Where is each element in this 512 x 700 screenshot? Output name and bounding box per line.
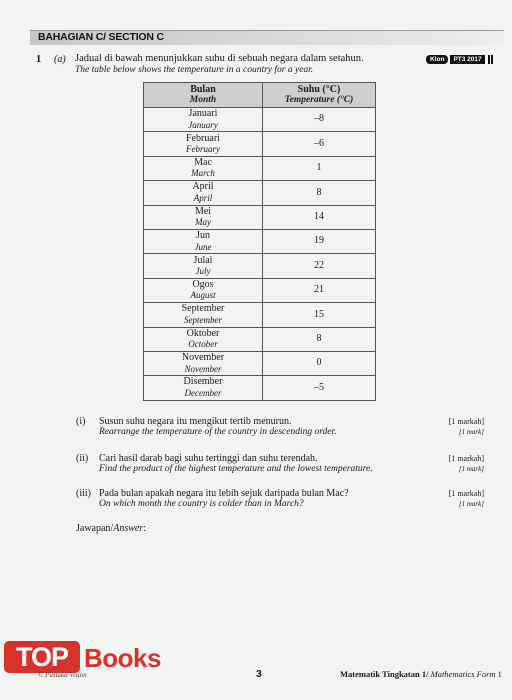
- temperature-cell: 21: [263, 278, 376, 302]
- month-english: May: [195, 217, 211, 228]
- month-english: October: [188, 339, 218, 350]
- mark-english: [1 mark]: [458, 500, 484, 508]
- book-title: [340, 669, 502, 679]
- mark-malay: [1 markah]: [448, 417, 484, 426]
- month-cell: [144, 229, 263, 253]
- month-cell: [144, 205, 263, 229]
- question-number: 1: [36, 54, 42, 65]
- month-malay: Oktober: [186, 327, 220, 339]
- header-month-malay: Bulan: [190, 84, 216, 95]
- temperature-cell: 0: [263, 351, 376, 375]
- month-cell: [144, 181, 263, 205]
- header-temp-english: Temperature (°C): [284, 95, 354, 105]
- temperature-cell: 22: [263, 254, 376, 278]
- table-row: [144, 254, 376, 278]
- month-malay: Mei: [194, 205, 212, 217]
- table-row: [144, 205, 376, 229]
- month-english: June: [194, 241, 212, 252]
- question-part: (a): [54, 54, 66, 65]
- subquestion-text-malay: Pada bulan apakah negara itu lebih sejuk daripada bulan Mac?: [99, 488, 349, 499]
- subquestion-number: (iii): [76, 488, 91, 499]
- month-english: September: [184, 314, 222, 325]
- badge-label: Klon: [426, 55, 448, 64]
- header-temp-malay: Suhu (°C): [297, 84, 341, 95]
- month-cell: [144, 132, 263, 156]
- book-title-english: Mathematics Form: [428, 669, 496, 679]
- temperature-cell: 15: [263, 303, 376, 327]
- question-text-malay: Jadual di bawah menunjukkan suhu di sebuah negara dalam setahun.: [75, 53, 364, 64]
- month-malay: Februari: [186, 132, 220, 144]
- section-header: [30, 30, 504, 45]
- answer-label-english: Answer: [113, 523, 144, 534]
- temperature-cell: –6: [263, 132, 376, 156]
- month-malay: September: [181, 303, 225, 315]
- header-month: [144, 83, 263, 108]
- answer-label: [76, 523, 146, 534]
- header-temperature: [263, 83, 376, 108]
- temperature-cell: –8: [263, 108, 376, 132]
- table-row: [144, 229, 376, 253]
- month-english: November: [184, 363, 222, 374]
- month-malay: Disember: [183, 376, 223, 388]
- month-cell: [144, 303, 263, 327]
- month-english: April: [193, 192, 213, 203]
- section-title: BAHAGIAN C/ SECTION C: [38, 31, 164, 43]
- month-english: July: [195, 266, 211, 277]
- month-malay: Jun: [196, 230, 210, 242]
- book-title-malay: Matematik Tingkatan 1/: [340, 669, 429, 679]
- book-title-form: 1: [495, 669, 502, 679]
- month-english: January: [188, 119, 218, 130]
- month-malay: Julai: [193, 254, 213, 266]
- month-cell: [144, 254, 263, 278]
- mark-malay: [1 markah]: [448, 454, 484, 463]
- subquestion-number: (i): [76, 416, 86, 427]
- mark-allocation: [449, 489, 484, 509]
- publisher-credit: © Pustaka Vision: [38, 671, 87, 679]
- month-cell: [144, 156, 263, 180]
- month-malay: April: [192, 181, 214, 193]
- subquestion-text-english: Rearrange the temperature of the country in descending order.: [99, 427, 337, 437]
- table-header-row: [144, 83, 376, 108]
- month-english: December: [184, 387, 222, 398]
- topbooks-logo-top: TOP: [4, 641, 80, 673]
- mark-allocation: [449, 417, 484, 437]
- mark-allocation: [449, 454, 484, 474]
- temperature-table: [143, 82, 376, 401]
- subquestion-text-malay: Susun suhu negara itu mengikut tertib menurun.: [99, 416, 292, 427]
- month-cell: [144, 327, 263, 351]
- badge-tag: PT3 2017: [450, 55, 484, 64]
- month-malay: November: [181, 352, 225, 364]
- temperature-cell: 19: [263, 229, 376, 253]
- mark-english: [1 mark]: [458, 465, 484, 473]
- answer-colon: :: [143, 523, 146, 534]
- subquestion-text-malay: Cari hasil darab bagi suhu tertinggi dan suhu terendah.: [99, 453, 318, 464]
- question-text-english: The table below shows the temperature in a country for a year.: [75, 65, 314, 75]
- mark-malay: [1 markah]: [448, 489, 484, 498]
- table-row: [144, 132, 376, 156]
- subquestion-number: (ii): [76, 453, 89, 464]
- answer-label-malay: Jawapan/: [76, 523, 114, 534]
- month-cell: [144, 108, 263, 132]
- table-row: [144, 351, 376, 375]
- temperature-cell: 1: [263, 156, 376, 180]
- temperature-cell: 8: [263, 327, 376, 351]
- temperature-cell: 14: [263, 205, 376, 229]
- mark-english: [1 mark]: [458, 428, 484, 436]
- page-number: 3: [256, 668, 262, 680]
- month-cell: [144, 376, 263, 400]
- month-english: August: [190, 290, 216, 301]
- month-malay: Januari: [188, 108, 218, 120]
- badge-bars: [487, 55, 493, 64]
- topbooks-logo-books: Books: [84, 643, 161, 673]
- month-malay: Ogos: [192, 278, 214, 290]
- table-row: [144, 156, 376, 180]
- month-cell: [144, 351, 263, 375]
- table-row: [144, 376, 376, 400]
- temperature-cell: 8: [263, 181, 376, 205]
- table-row: [144, 108, 376, 132]
- subquestion-text-english: Find the product of the highest temperature and the lowest temperature.: [99, 464, 373, 474]
- month-english: March: [191, 168, 215, 179]
- header-month-english: Month: [189, 95, 217, 105]
- month-cell: [144, 278, 263, 302]
- subquestion-text-english: On which month the country is colder than in March?: [99, 499, 304, 509]
- exam-source-badge: [426, 55, 493, 64]
- table-row: [144, 181, 376, 205]
- temperature-cell: –5: [263, 376, 376, 400]
- table-row: [144, 303, 376, 327]
- table-row: [144, 327, 376, 351]
- month-malay: Mac: [194, 156, 212, 168]
- month-english: February: [186, 144, 220, 155]
- table-row: [144, 278, 376, 302]
